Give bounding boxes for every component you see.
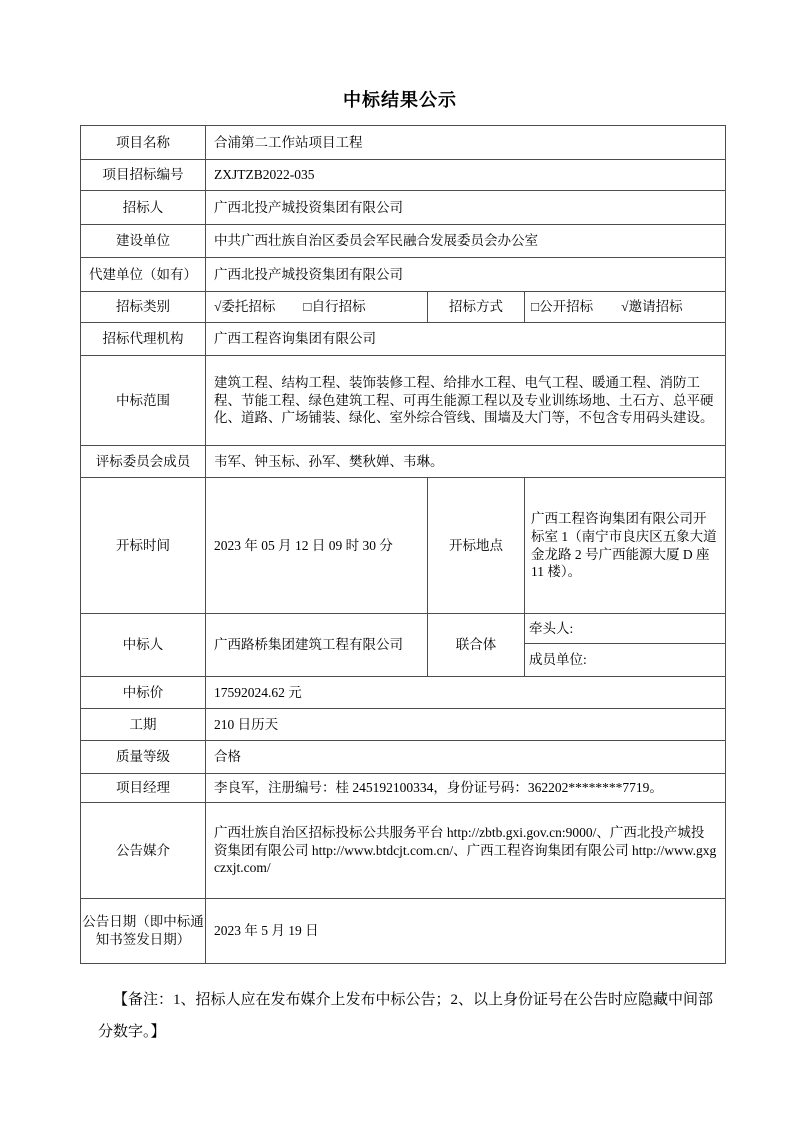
- table-row: [81, 677, 726, 709]
- media-value: 广西壮族自治区招标投标公共服务平台 http://zbtb.gxi.gov.cn:9000/、广西北投产城投资集团有限公司 http://www.btdcjt.com.cn/、广西工程咨询集团有限公司 http://www.gxgczxjt.com/: [206, 803, 726, 899]
- project-name-label: 项目名称: [81, 126, 206, 160]
- agency-value: 广西工程咨询集团有限公司: [206, 323, 726, 356]
- quality-label: 质量等级: [81, 741, 206, 774]
- checkbox-self-tender: □自行招标: [303, 299, 366, 315]
- winner-label: 中标人: [81, 614, 206, 677]
- checkbox-invited-tender: √邀请招标: [621, 299, 683, 315]
- duration-label: 工期: [81, 709, 206, 741]
- table-row: [81, 225, 726, 258]
- table-row: [81, 803, 726, 899]
- duration-value: 210 日历天: [206, 709, 726, 741]
- scope-label: 中标范围: [81, 356, 206, 446]
- table-row: [81, 614, 726, 677]
- bid-price-label: 中标价: [81, 677, 206, 709]
- committee-label: 评标委员会成员: [81, 446, 206, 478]
- bid-opening-place-value: 广西工程咨询集团有限公司开标室 1（南宁市良庆区五象大道金龙路 2 号广西能源大厦 D 座 11 楼）。: [525, 478, 726, 614]
- winner-value: 广西路桥集团建筑工程有限公司: [206, 614, 428, 677]
- agency-label: 招标代理机构: [81, 323, 206, 356]
- bid-opening-place-label: 开标地点: [428, 478, 525, 614]
- tender-number-value: ZXJTZB2022-035: [206, 160, 726, 191]
- table-row: [81, 323, 726, 356]
- tender-category-options: [206, 298, 427, 316]
- table-row: [81, 709, 726, 741]
- page-title: 中标结果公示: [343, 90, 457, 110]
- consortium-member-label: 成员单位:: [529, 652, 587, 668]
- tenderer-value: 广西北投产城投资集团有限公司: [206, 191, 726, 225]
- table-row: [81, 191, 726, 225]
- manager-label: 项目经理: [81, 774, 206, 803]
- consortium-label: 联合体: [428, 614, 525, 677]
- table-row: [81, 160, 726, 191]
- tender-category-label: 招标类别: [81, 292, 206, 323]
- manager-value: 李良军，注册编号：桂 245192100334，身份证号码：362202********7719。: [206, 774, 726, 803]
- quality-value: 合格: [206, 741, 726, 774]
- consortium-leader-label: 牵头人:: [525, 614, 725, 644]
- table-row: [81, 292, 726, 323]
- footer-note: 【备注：1、招标人应在发布媒介上发布中标公告；2、以上身份证号在公告时应隐藏中间部分数字。】: [98, 992, 714, 1040]
- checkbox-entrusted-tender: √委托招标: [214, 299, 276, 315]
- construction-unit-label: 建设单位: [81, 225, 206, 258]
- announce-date-value: 2023 年 5 月 19 日: [206, 899, 726, 964]
- table-row: [81, 356, 726, 446]
- table-row: [81, 478, 726, 614]
- table-row: [81, 741, 726, 774]
- agent-unit-label: 代建单位（如有）: [81, 258, 206, 292]
- bid-opening-time-value: 2023 年 05 月 12 日 09 时 30 分: [206, 478, 428, 614]
- bid-price-value: 17592024.62 元: [206, 677, 726, 709]
- checkbox-open-tender: □公开招标: [531, 299, 594, 315]
- table-row: [81, 126, 726, 160]
- table-row: [81, 258, 726, 292]
- media-label: 公告媒介: [81, 803, 206, 899]
- tender-number-label: 项目招标编号: [81, 160, 206, 191]
- bid-result-table: [80, 125, 726, 964]
- table-row: [81, 446, 726, 478]
- construction-unit-value: 中共广西壮族自治区委员会军民融合发展委员会办公室: [206, 225, 726, 258]
- committee-value: 韦军、钟玉标、孙军、樊秋婵、韦琳。: [206, 446, 726, 478]
- tender-method-options: [525, 298, 725, 316]
- tender-method-label: 招标方式: [428, 292, 525, 323]
- bid-opening-time-label: 开标时间: [81, 478, 206, 614]
- announce-date-label: 公告日期（即中标通知书签发日期）: [81, 899, 206, 964]
- tenderer-label: 招标人: [81, 191, 206, 225]
- project-name-value: 合浦第二工作站项目工程: [206, 126, 726, 160]
- scope-value: 建筑工程、结构工程、装饰装修工程、给排水工程、电气工程、暖通工程、消防工程、节能工程、绿色建筑工程、可再生能源工程以及专业训练场地、土石方、总平硬化、道路、广场铺装、绿化、室外综合管线、围墙及大门等，不包含专用码头建设。: [206, 356, 726, 446]
- table-row: [81, 774, 726, 803]
- table-row: [81, 899, 726, 964]
- agent-unit-value: 广西北投产城投资集团有限公司: [206, 258, 726, 292]
